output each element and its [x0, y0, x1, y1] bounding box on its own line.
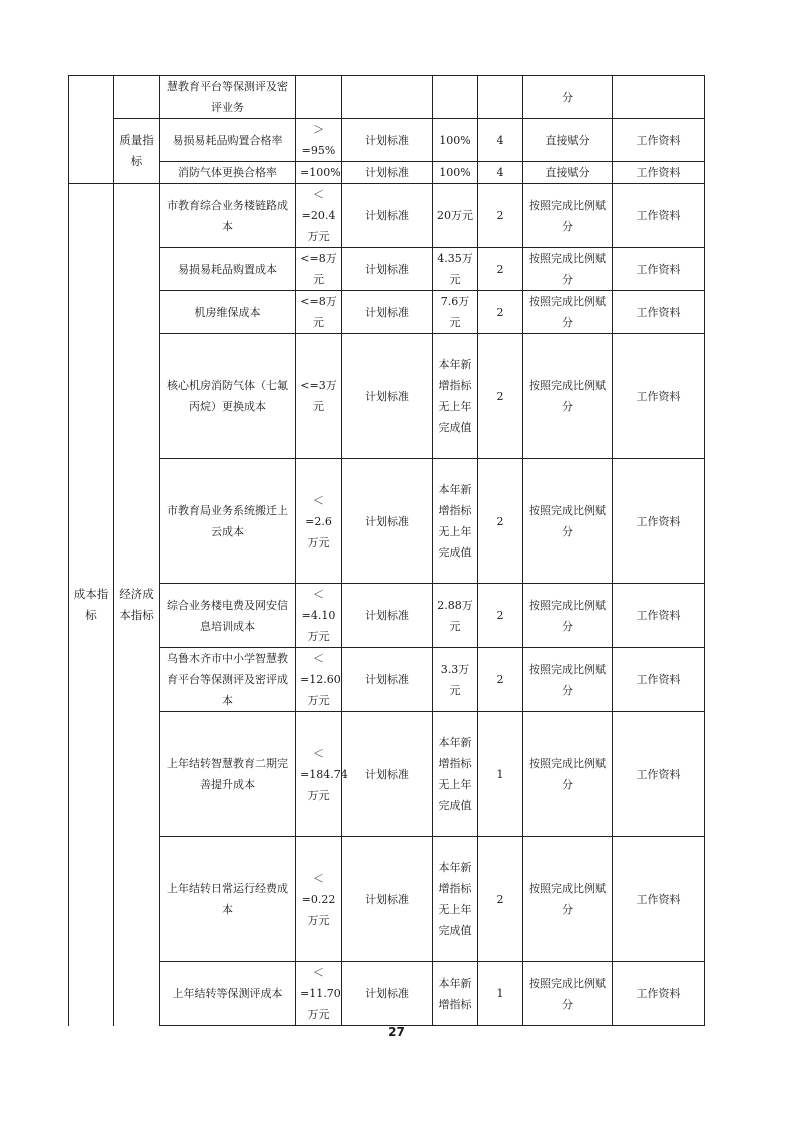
target-cell: <=8万元	[296, 248, 342, 291]
indicator-cell: 消防气体更换合格率	[160, 162, 296, 184]
target-cell: <=8万元	[296, 291, 342, 334]
value-cell: 100%	[433, 119, 478, 162]
source-cell: 工作资料	[613, 119, 705, 162]
value-cell: 本年新增指标无上年完成值	[433, 459, 478, 584]
method-cell: 分	[523, 76, 613, 119]
value-cell: 本年新增指标无上年完成值	[433, 334, 478, 459]
value-cell: 4.35万元	[433, 248, 478, 291]
basis-cell	[342, 76, 433, 119]
level1-cost-cell: 成本指标	[69, 184, 114, 1026]
method-cell: 按照完成比例赋分	[523, 334, 613, 459]
value-cell: 7.6万元	[433, 291, 478, 334]
method-cell: 按照完成比例赋分	[523, 648, 613, 712]
method-cell: 按照完成比例赋分	[523, 291, 613, 334]
indicator-cell: 慧教育平台等保测评及密评业务	[160, 76, 296, 119]
basis-cell: 计划标准	[342, 584, 433, 648]
method-cell: 按照完成比例赋分	[523, 248, 613, 291]
method-cell: 按照完成比例赋分	[523, 459, 613, 584]
level1-cell-continued	[69, 76, 114, 184]
source-cell: 工作资料	[613, 837, 705, 962]
weight-cell: 1	[478, 712, 523, 837]
method-cell: 按照完成比例赋分	[523, 962, 613, 1026]
basis-cell: 计划标准	[342, 837, 433, 962]
basis-cell: 计划标准	[342, 119, 433, 162]
weight-cell: 4	[478, 119, 523, 162]
basis-cell: 计划标准	[342, 962, 433, 1026]
target-cell: ＜=12.60万元	[296, 648, 342, 712]
target-cell: <=3万元	[296, 334, 342, 459]
basis-cell: 计划标准	[342, 162, 433, 184]
basis-cell: 计划标准	[342, 648, 433, 712]
indicator-cell: 核心机房消防气体（七氟丙烷）更换成本	[160, 334, 296, 459]
value-cell: 本年新增指标无上年完成值	[433, 712, 478, 837]
indicator-cell: 机房维保成本	[160, 291, 296, 334]
indicator-cell: 易损易耗品购置成本	[160, 248, 296, 291]
table-row	[69, 162, 705, 184]
target-cell: ＜=11.70万元	[296, 962, 342, 1026]
level2-cell-continued	[114, 76, 160, 119]
method-cell: 按照完成比例赋分	[523, 584, 613, 648]
table-row	[69, 248, 705, 291]
indicator-cell: 市教育综合业务楼链路成本	[160, 184, 296, 248]
table-row	[69, 76, 705, 119]
weight-cell: 2	[478, 291, 523, 334]
table-row	[69, 962, 705, 1026]
basis-cell: 计划标准	[342, 184, 433, 248]
target-cell: ＜=20.4万元	[296, 184, 342, 248]
value-cell: 本年新增指标无上年完成值	[433, 837, 478, 962]
source-cell: 工作资料	[613, 162, 705, 184]
table-row	[69, 648, 705, 712]
indicator-cell: 上年结转等保测评成本	[160, 962, 296, 1026]
table-row	[69, 837, 705, 962]
value-cell	[433, 76, 478, 119]
indicator-cell: 乌鲁木齐市中小学智慧教育平台等保测评及密评成本	[160, 648, 296, 712]
table-row	[69, 291, 705, 334]
method-cell: 直接赋分	[523, 162, 613, 184]
target-cell: ＜=0.22万元	[296, 837, 342, 962]
source-cell: 工作资料	[613, 584, 705, 648]
table-row	[69, 459, 705, 584]
table-row	[69, 119, 705, 162]
source-cell: 工作资料	[613, 962, 705, 1026]
level2-economic-cost-cell: 经济成本指标	[114, 184, 160, 1026]
source-cell: 工作资料	[613, 648, 705, 712]
value-cell: 2.88万元	[433, 584, 478, 648]
target-cell	[296, 76, 342, 119]
source-cell: 工作资料	[613, 334, 705, 459]
weight-cell: 1	[478, 962, 523, 1026]
indicator-cell: 上年结转日常运行经费成本	[160, 837, 296, 962]
basis-cell: 计划标准	[342, 291, 433, 334]
method-cell: 直接赋分	[523, 119, 613, 162]
indicator-cell: 上年结转智慧教育二期完善提升成本	[160, 712, 296, 837]
table-row	[69, 334, 705, 459]
basis-cell: 计划标准	[342, 712, 433, 837]
value-cell: 100%	[433, 162, 478, 184]
indicator-cell: 综合业务楼电费及网安信息培训成本	[160, 584, 296, 648]
weight-cell	[478, 76, 523, 119]
performance-indicator-table	[68, 75, 705, 1026]
table-row	[69, 184, 705, 248]
weight-cell: 2	[478, 648, 523, 712]
basis-cell: 计划标准	[342, 248, 433, 291]
method-cell: 按照完成比例赋分	[523, 184, 613, 248]
weight-cell: 2	[478, 184, 523, 248]
method-cell: 按照完成比例赋分	[523, 712, 613, 837]
source-cell: 工作资料	[613, 248, 705, 291]
target-cell: ＜=4.10万元	[296, 584, 342, 648]
level2-quality-cell: 质量指标	[114, 119, 160, 184]
indicator-cell: 易损易耗品购置合格率	[160, 119, 296, 162]
source-cell: 工作资料	[613, 712, 705, 837]
indicator-cell: 市教育局业务系统搬迁上云成本	[160, 459, 296, 584]
source-cell: 工作资料	[613, 291, 705, 334]
method-cell: 按照完成比例赋分	[523, 837, 613, 962]
value-cell: 3.3万元	[433, 648, 478, 712]
weight-cell: 4	[478, 162, 523, 184]
page-number: 27	[388, 1025, 405, 1039]
weight-cell: 2	[478, 584, 523, 648]
source-cell: 工作资料	[613, 184, 705, 248]
basis-cell: 计划标准	[342, 334, 433, 459]
value-cell: 本年新增指标	[433, 962, 478, 1026]
target-cell: ＜=2.6万元	[296, 459, 342, 584]
weight-cell: 2	[478, 248, 523, 291]
source-cell: 工作资料	[613, 459, 705, 584]
table-row	[69, 584, 705, 648]
table-row	[69, 712, 705, 837]
basis-cell: 计划标准	[342, 459, 433, 584]
target-cell: ＞=95%	[296, 119, 342, 162]
target-cell: ＜=184.74万元	[296, 712, 342, 837]
weight-cell: 2	[478, 334, 523, 459]
source-cell	[613, 76, 705, 119]
target-cell: =100%	[296, 162, 342, 184]
weight-cell: 2	[478, 837, 523, 962]
value-cell: 20万元	[433, 184, 478, 248]
weight-cell: 2	[478, 459, 523, 584]
